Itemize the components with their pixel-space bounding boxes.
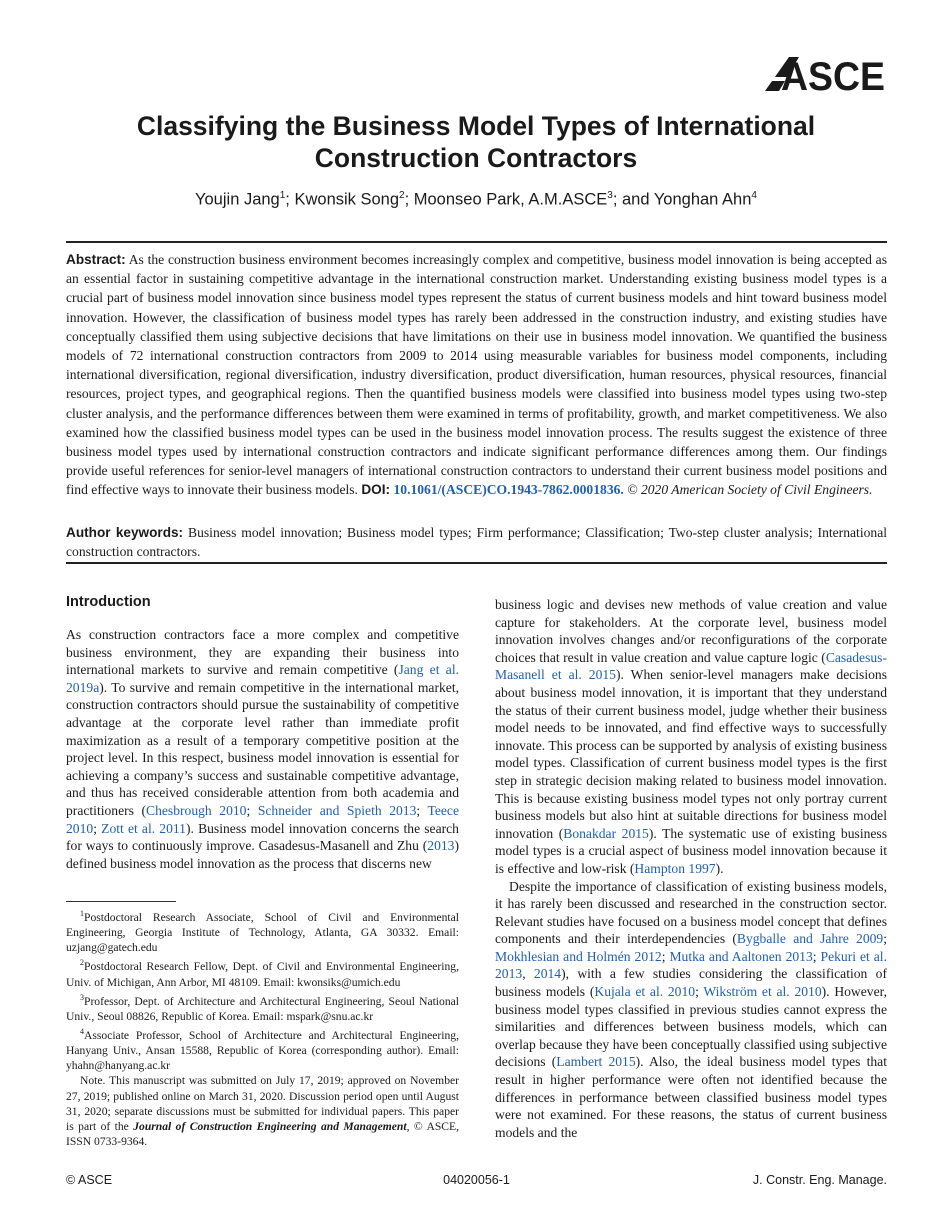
- citation-link[interactable]: Chesbrough 2010: [146, 802, 247, 818]
- journal-name: Journal of Construction Engineering and Management: [133, 1120, 407, 1134]
- footnote-marker: 3: [80, 992, 84, 1002]
- footnote-marker: 1: [80, 909, 84, 918]
- citation-link[interactable]: Bygballe and Jahre 2009: [736, 931, 884, 947]
- citation-link[interactable]: Wikström et al. 2010: [703, 984, 822, 1000]
- citation-link[interactable]: Mutka and Aaltonen 2013: [669, 948, 813, 964]
- citation-link[interactable]: Jang et al. 2019a: [66, 662, 459, 695]
- author-affiliation-marker: 3: [607, 190, 613, 201]
- author-1: Youjin Jang: [195, 190, 280, 209]
- author-affiliation-marker: 4: [751, 190, 757, 201]
- affiliation-footnotes: [66, 906, 459, 1073]
- doi-link[interactable]: 10.1061/(ASCE)CO.1943-7862.0001836.: [393, 482, 624, 498]
- footnote-3: $^3$Professor, Dept. of Architecture and Architectural Engineering, Seoul National Univ., Seoul 08826, Republic of Korea. Email: mspark@snu.ac.kr: [66, 992, 459, 1023]
- citation-link[interactable]: Kujala et al. 2010: [594, 984, 696, 1000]
- citation-link[interactable]: Zott et al. 2011: [101, 820, 186, 836]
- author-2: Kwonsik Song: [294, 190, 400, 209]
- citation-link[interactable]: Schneider and Spieth 2013: [257, 802, 417, 818]
- author-4: Yonghan Ahn: [653, 190, 752, 209]
- intro-left-column: As construction contractors face a more complex and competitive business environment, they are expanding their business into international markets to survive and remain competitive (Jang et al. 2019a). To survive and remain competitive in the international market, construction contractors should pursue the sustainability of competitive advantage at the corporate level rather than immediate profit maximization as a result of a temporary competitive position at the project level. In this respect, business model innovation is essential for achieving a company’s success and sustainable competitive advantage, and thus has received considerable attention from both academia and practitioners (Chesbrough 2010; Schneider and Spieth 2013; Teece 2010; Zott et al. 2011). Business model innovation concerns the search for ways to continuously improve. Casadesus-Masanell and Zhu (2013) defined business model innovation as the process that discerns new: [66, 627, 459, 871]
- asce-logo: [763, 53, 887, 95]
- abstract-label: Abstract:: [66, 252, 126, 267]
- citation-link[interactable]: 2013: [427, 838, 455, 854]
- author-keywords: [66, 523, 887, 561]
- section-heading-introduction: Introduction: [66, 594, 151, 610]
- intro-paragraph-2: Despite the importance of classification of existing business models, it has rarely been discussed and researched in the construction sector. Relevant studies have focused on a business model concept that defines components and their interdependencies (Bygballe and Jahre 2009; Mokhlesian and Holmén 2012; Mutka and Aaltonen 2013; Pekuri et al. 2013, 2014), with a few studies considering the classification of business models (Kujala et al. 2010; Wikström et al. 2010). However, business model types classified in previous studies cannot express the similarities and differences between business models, which can overlap because they have been conceptually classified using subjective decisions (Lambert 2015). Also, the ideal business model types that result in higher performance were often not identified because the differences in performance between classified business model types were not examined. For these reasons, the status of current business models and the: [495, 878, 887, 1140]
- footnotes: [66, 906, 459, 1149]
- manuscript-note: Note. This manuscript was submitted on July 17, 2019; approved on November 27, 2019; published online on March 31, 2020. Discussion period open until August 31, 2020; separate discussions must be submitted for individual papers. This paper is part of the Journal of Construction Engineering and Management, © ASCE, ISSN 0733-9364.: [66, 1074, 459, 1149]
- citation-link[interactable]: Hampton 1997: [634, 860, 716, 876]
- footnote-1: $^1$Postdoctoral Research Associate, School of Civil and Environmental Engineering, Georgia Institute of Technology, Atlanta, GA 30332. Email: uzjang@gatech.edu: [66, 909, 459, 955]
- citation-link[interactable]: Lambert 2015: [556, 1054, 636, 1070]
- footnote-rule: [66, 901, 176, 902]
- citation-link[interactable]: 2014: [533, 966, 562, 982]
- abstract: [66, 250, 887, 500]
- footnote-marker: 2: [80, 958, 84, 968]
- citation-link[interactable]: Pekuri et al. 2013: [495, 948, 887, 982]
- author-list: Youjin Jang$^1$; Kwonsik Song$^2$; Moonseo Park, A.M.ASCE$^3$; and Yonghan Ahn$^4$: [195, 190, 757, 209]
- keywords-label: Author keywords:: [66, 525, 184, 540]
- keywords-text: Business model innovation; Business model types; Firm performance; Classification; Two-step cluster analysis; International construction contractors.: [66, 525, 888, 560]
- footer-journal-abbrev: J. Constr. Eng. Manage.: [752, 1173, 887, 1187]
- citation-link[interactable]: Casadesus-Masanell et al. 2015: [495, 649, 887, 683]
- author-affiliation-marker: 1: [279, 190, 286, 201]
- citation-link[interactable]: Bonakdar 2015: [563, 825, 649, 841]
- doi-label: DOI:: [361, 482, 391, 498]
- citation-link[interactable]: Teece 2010: [66, 802, 459, 836]
- logo-wordmark: ASCE: [781, 55, 885, 95]
- author-3: Moonseo Park, A.M.ASCE: [413, 190, 608, 209]
- footer-copyright: © ASCE: [66, 1173, 113, 1187]
- intro-paragraph-1-continued: business logic and devises new methods of value creation and value capture for stakeholders. At the corporate level, business model innovation involves changes and/or reconfigurations of the corporate choices that result in value creation and value capture logic (Casadesus-Masanell et al. 2015). When senior-level managers make decisions about business model innovation, it is important that they understand the status of their current business model, judge whether their business model needs to be innovated, and find effective ways to successfully innovate. This process can be supported by analysis of existing business model types. Classification of current business model types is the first step in strategic decision making related to business model innovation. This is because existing business model types not only portray current business models but also hint at suitable directions for business model innovation (Bonakdar 2015). The systematic use of existing business model types is a crucial aspect of business model innovation because it is effective and low-risk (Hampton 1997).: [495, 597, 888, 876]
- bottom-rule: [66, 562, 887, 564]
- citation-link[interactable]: Mokhlesian and Holmén 2012: [495, 948, 662, 964]
- footnote-2: $^2$Postdoctoral Research Fellow, Dept. of Civil and Environmental Engineering, Univ. of Michigan, Ann Arbor, MI 48109. Email: kwonsiks@umich.edu: [66, 958, 459, 989]
- copyright-notice: © 2020 American Society of Civil Engineers.: [627, 482, 873, 498]
- footer-page-number: 04020056-1: [443, 1173, 510, 1187]
- paper-title: Classifying the Business Model Types of International Construction Contractors: [136, 111, 816, 173]
- author-affiliation-marker: 2: [399, 190, 405, 201]
- footnote-4: $^4$Associate Professor, School of Architecture and Architectural Engineering, Hanyang Univ., Ansan 15588, Republic of Korea (corresponding author). Email: yhahn@hanyang.ac.kr: [66, 1027, 459, 1073]
- top-rule: [66, 241, 887, 243]
- abstract-text: As the construction business environment becomes increasingly complex and competitive, business model innovation is being accepted as an essential factor in sustaining competitive advantage in the international construction market. Understanding existing business model types is a crucial part of business model innovation since business model types represent the status of current business models and hint toward business model innovation. However, the classification of business model types has rarely been addressed in the construction industry, and existing studies have conceptually classified them using subjective decisions that have limitations on their use in business model innovation. We quantified the business models of 72 international construction contractors from 2009 to 2014 using measurable variables for business model components, including international diversification, regional diversification, industry diversification, product diversification, human resources, physical resources, financial resources, project types, and geographical regions. Then the quantified business models were classified into business model types using two-step cluster analysis, and the performance differences between them were examined in terms of profitability, growth, and market competitiveness. We also examined how the classified business model types can be used in the business model innovation process. The results suggest the existence of three business model types used by international construction contractors and indicate significant performance differences among them. Our findings provide useful references for senior-level managers of international construction contractors to understand their current business model positions and find effective ways to innovate their business models.: [66, 252, 888, 498]
- footnote-marker: 4: [80, 1027, 84, 1036]
- intro-right-column: [495, 596, 887, 1141]
